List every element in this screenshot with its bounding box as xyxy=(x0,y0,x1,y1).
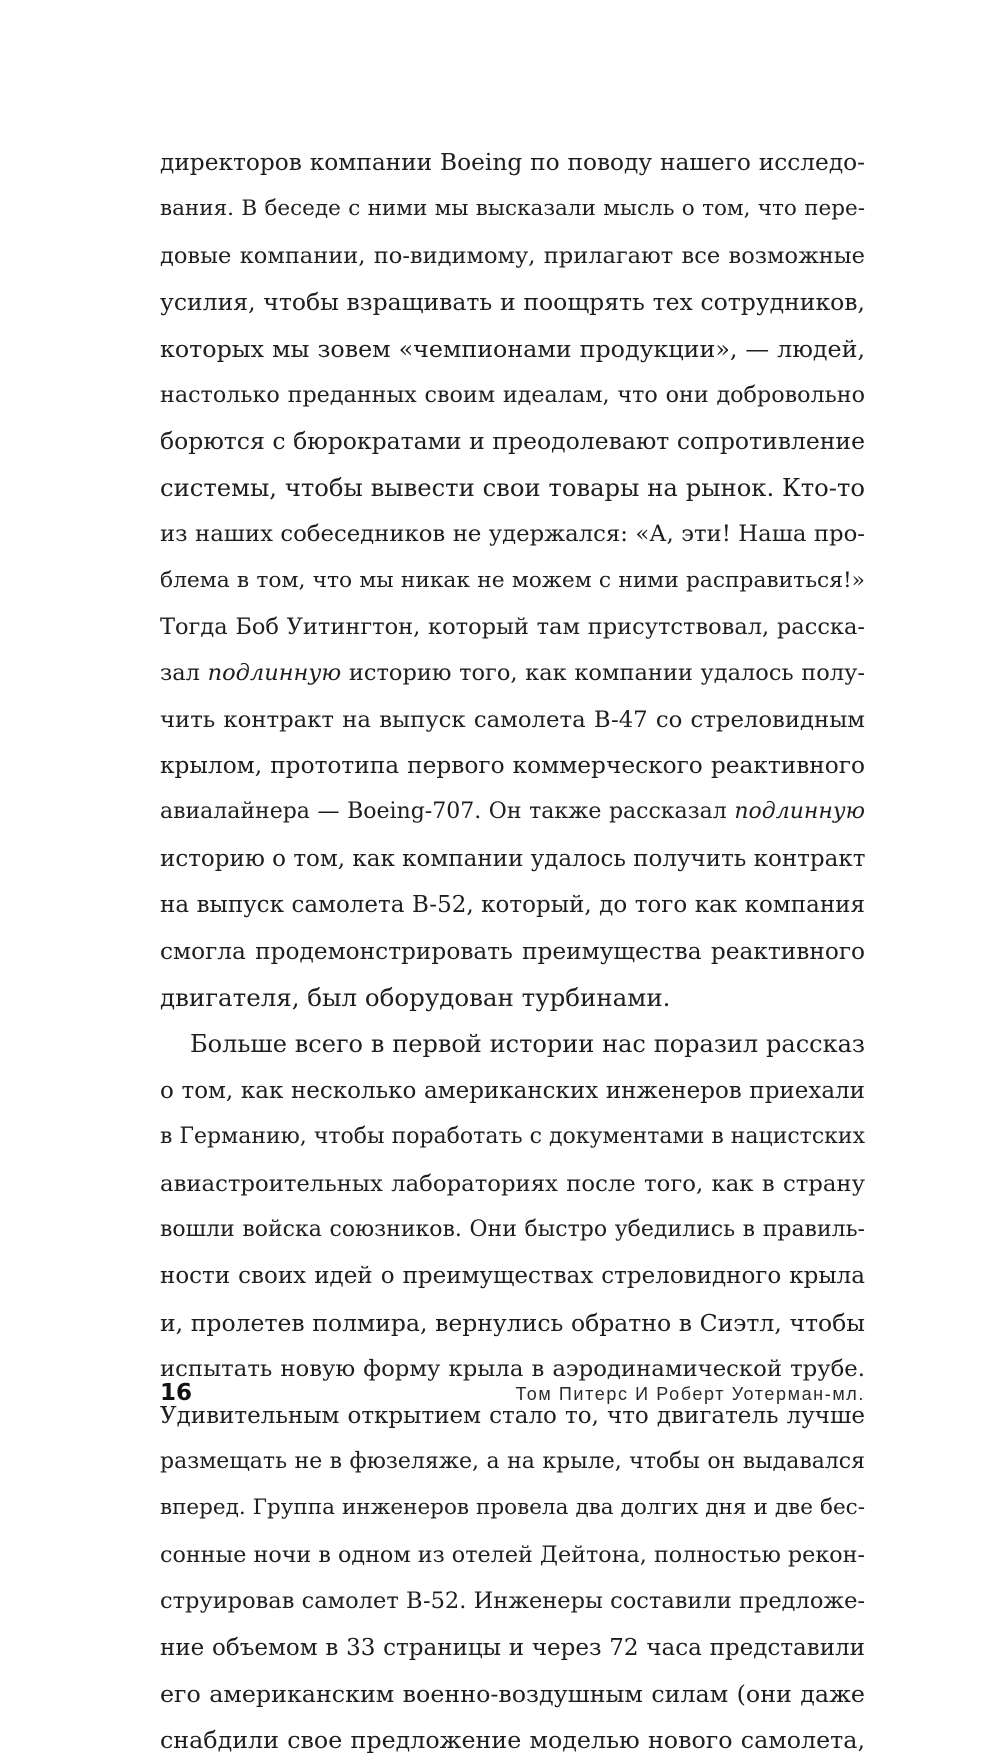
text-line: вперед. Группа инженеров провела два долгих дня и две бес- xyxy=(160,1495,865,1521)
page-number: 16 xyxy=(160,1380,193,1406)
text-line: историю о том, как компании удалось получить контракт xyxy=(160,845,866,872)
text-line: вания. В беседе с ними мы высказали мысль о том, что пере- xyxy=(160,196,865,222)
text-line: его американским военно-воздушным силам (они даже xyxy=(160,1679,865,1708)
text-line: размещать не в фюзеляже, а на крыле, чтобы он выдавался xyxy=(160,1448,865,1474)
page-footer xyxy=(160,1376,865,1416)
text-line: смогла продемонстрировать преимущества реактивного xyxy=(160,937,865,965)
text-line: чить контракт на выпуск самолета B-47 со стреловидным xyxy=(160,706,865,733)
text-line: и, пролетев полмира, вернулись обратно в Сиэтл, чтобы xyxy=(160,1308,865,1337)
text-line: струировав самолет B-52. Инженеры составили предложе- xyxy=(160,1588,865,1615)
text-line: довые компании, по-видимому, прилагают все возможные xyxy=(160,242,865,269)
text-line: которых мы зовем «чемпионами продукции», — людей, xyxy=(160,334,865,363)
text-line: на выпуск самолета B-52, который, до того как компания xyxy=(160,892,865,919)
text-line: из наших собеседников не удержался: «А, эти! Наша про- xyxy=(160,521,865,548)
text-segment: историю того, как компании удалось полу- xyxy=(341,660,865,687)
paragraph-1 xyxy=(160,140,865,1021)
text-line: испытать новую форму крыла в аэродинамической трубе. xyxy=(160,1356,865,1383)
text-line: системы, чтобы вывести свои товары на рынок. Кто-то xyxy=(160,472,865,502)
emphasis-word: подлинную xyxy=(734,799,865,825)
text-line: ности своих идей о преимуществах стреловидного крыла xyxy=(160,1263,865,1290)
text-line: вошли войска союзников. Они быстро убедились в правиль- xyxy=(160,1216,865,1242)
text-line: Удивительным открытием стало то, что двигатель лучше xyxy=(160,1402,865,1429)
text-line: в Германию, чтобы поработать с документами в нацистских xyxy=(160,1124,865,1150)
text-line: крылом, прототипа первого коммерческого реактивного xyxy=(160,752,865,780)
text-line: настолько преданных своим идеалам, что они добровольно xyxy=(160,381,865,408)
text-line: усилия, чтобы взращивать и поощрять тех сотрудников, xyxy=(160,288,865,317)
text-line: Больше всего в первой истории нас поразил рассказ xyxy=(190,1030,865,1059)
text-line: авиастроительных лабораториях после того, как в страну xyxy=(160,1170,865,1197)
emphasis-word: подлинную xyxy=(207,660,342,687)
text-line: двигателя, был оборудован турбинами. xyxy=(160,983,671,1013)
text-line-with-emphasis xyxy=(160,650,865,696)
text-line: директоров компании Boeing по поводу нашего исследо- xyxy=(160,149,865,176)
text-line: сонные ночи в одном из отелей Дейтона, полностью рекон- xyxy=(160,1541,865,1568)
text-line: о том, как несколько американских инженеров приехали xyxy=(160,1077,865,1104)
running-head: Том Питерс И Роберт Уотерман-мл. xyxy=(515,1384,865,1404)
text-line-with-emphasis xyxy=(160,789,865,835)
text-segment: авиалайнера — Boeing-707. Он также рассказал xyxy=(160,799,735,825)
text-line: Тогда Боб Уитингтон, который там присутствовал, расска- xyxy=(160,613,865,640)
text-line: ние объемом в 33 страницы и через 72 часа представили xyxy=(160,1634,865,1661)
body-text xyxy=(160,140,865,1764)
text-segment: зал xyxy=(160,660,208,687)
text-line: борются с бюрократами и преодолевают сопротивление xyxy=(160,427,865,456)
text-line: блема в том, что мы никак не можем с ними расправиться!» xyxy=(160,567,865,593)
text-line: снабдили свое предложение моделью нового самолета, xyxy=(160,1726,865,1755)
